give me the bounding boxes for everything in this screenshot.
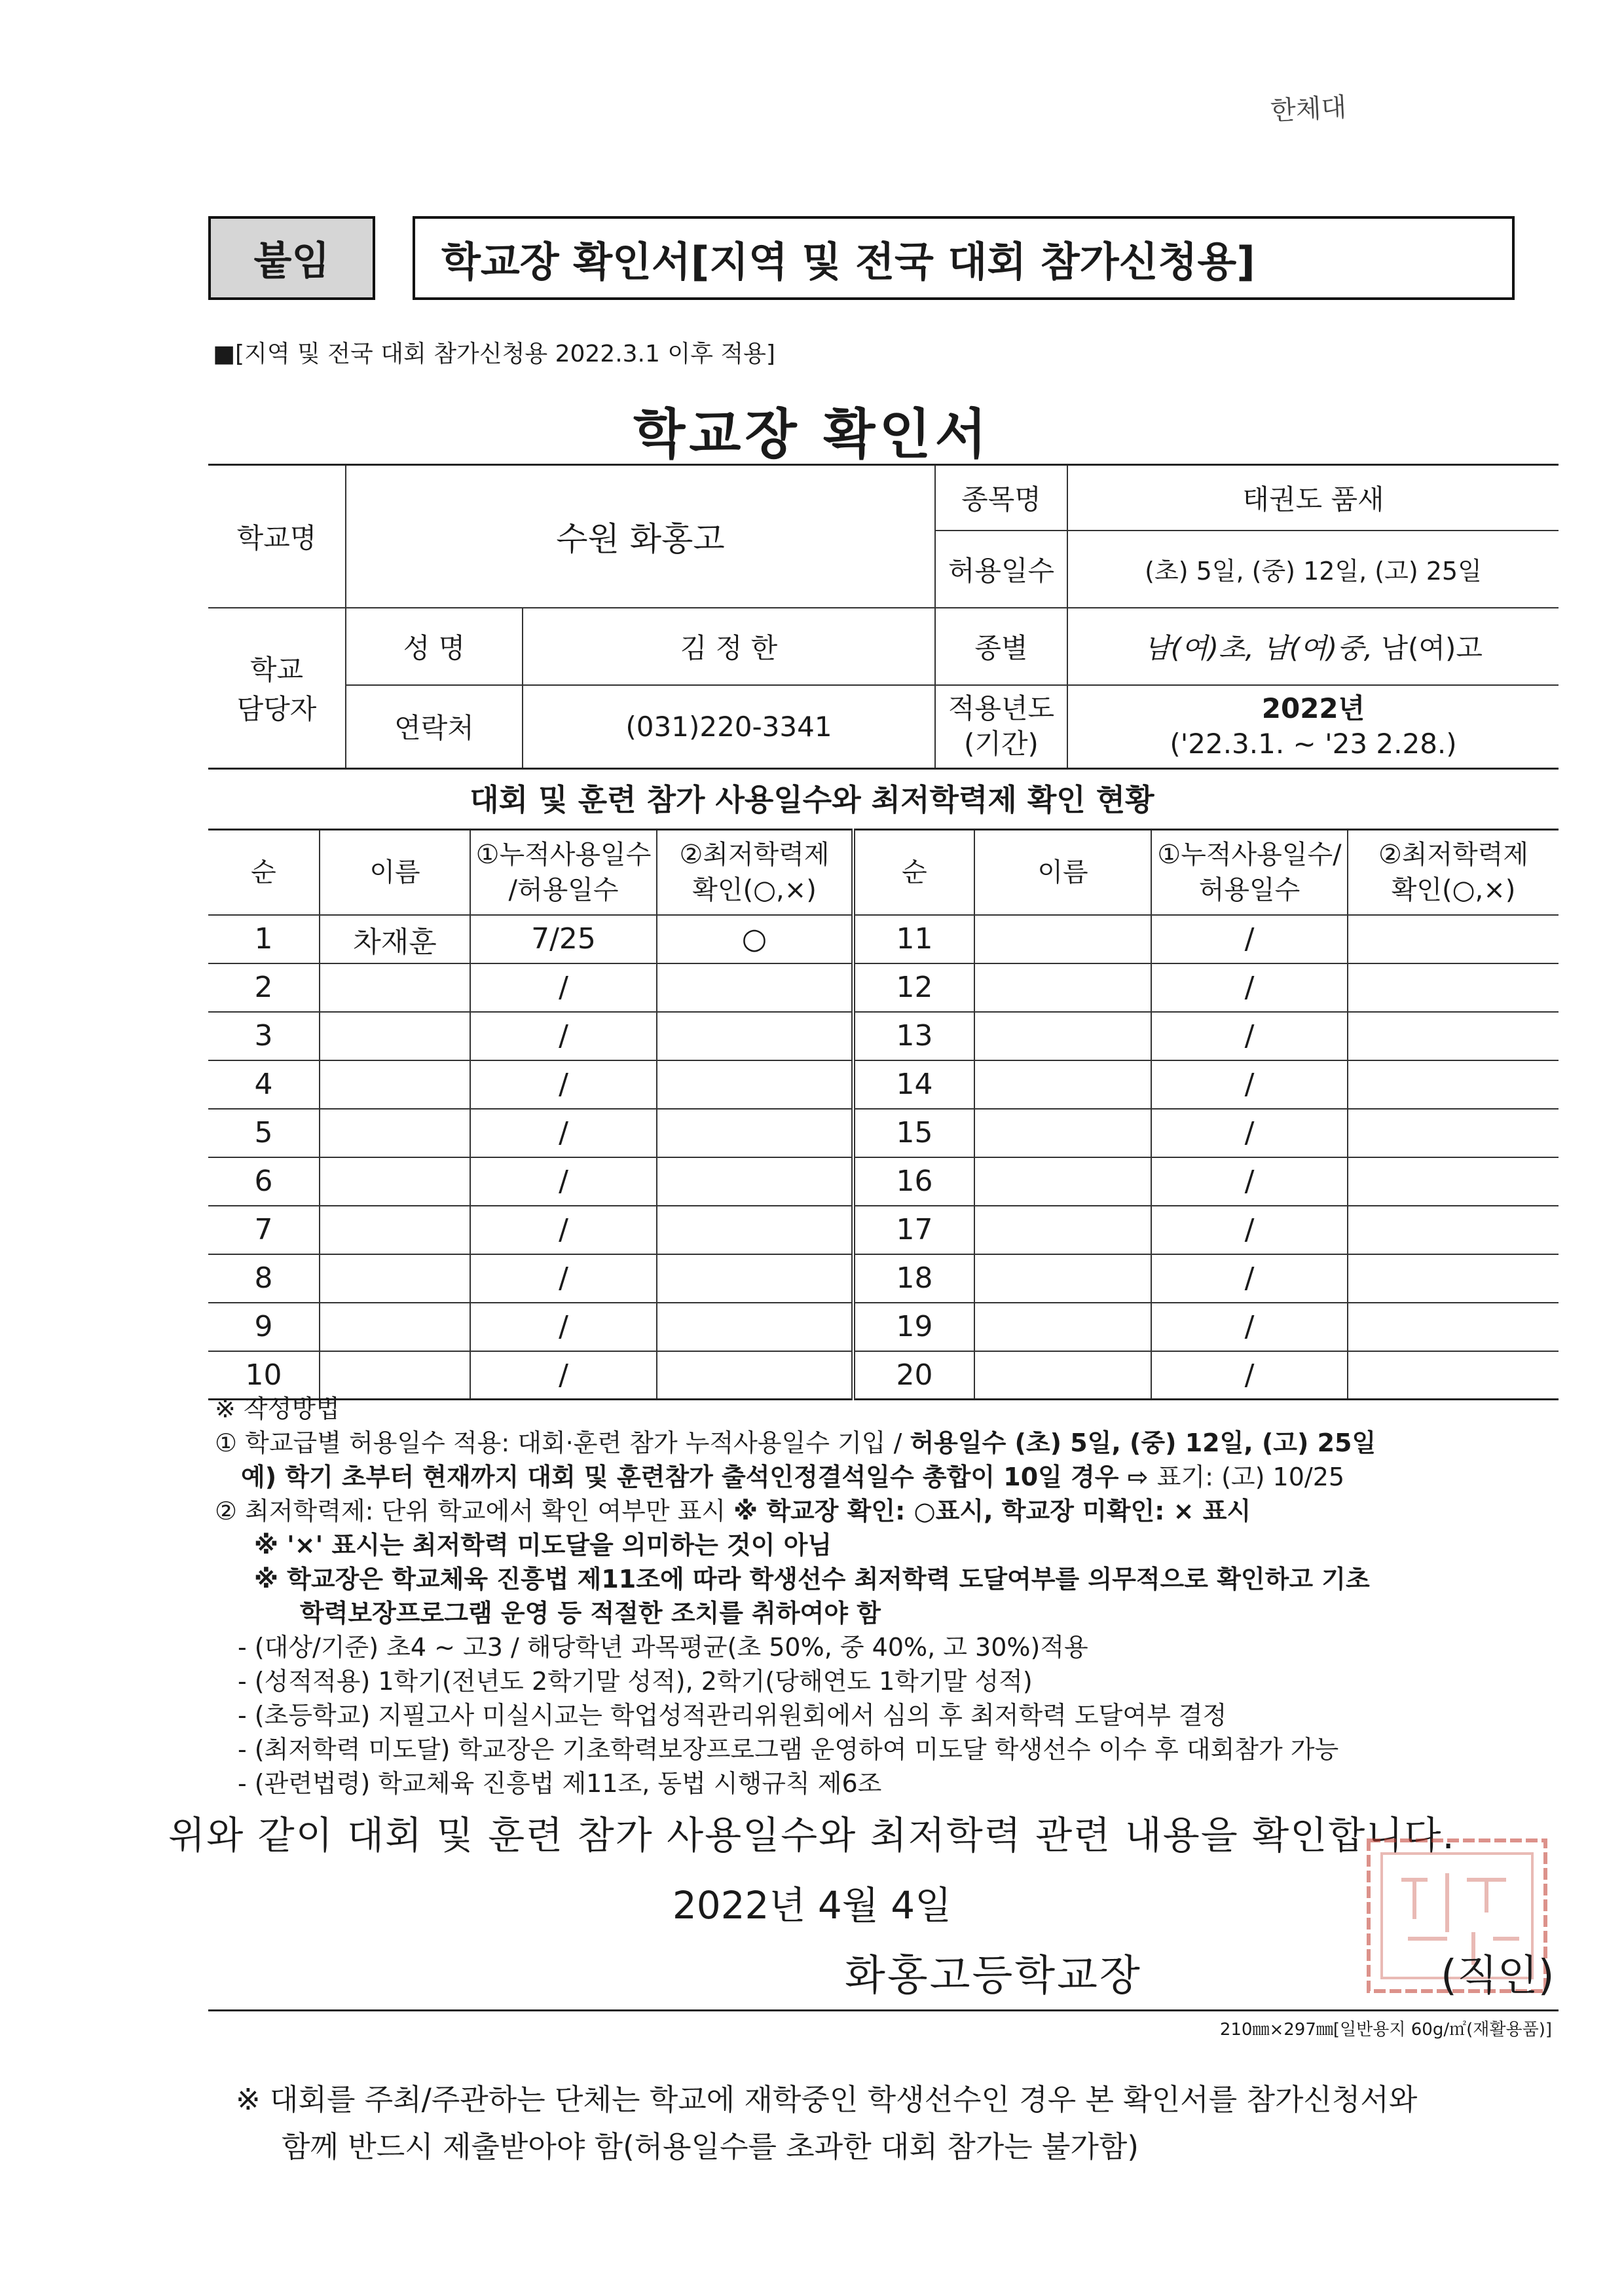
row-number-right: 14 [853,1060,974,1109]
attachment-tag: 붙임 [208,216,375,300]
header-title: 학교장 확인서[지역 및 전국 대회 참가신청용] [413,216,1515,300]
student-name-right [974,915,1151,963]
instruction-1-example [215,1460,1557,1494]
row-number: 8 [208,1254,320,1303]
row-number: 2 [208,963,320,1012]
student-name [320,1060,470,1109]
roster-table [208,829,1559,1400]
header-days [470,830,657,915]
academic-check [657,1060,853,1109]
row-number-right: 19 [853,1303,974,1351]
used-days: / [470,1157,657,1206]
student-name [320,1303,470,1351]
year-label-line1: 적용년도 [948,692,1055,724]
table-row [208,915,1559,963]
used-days: / [470,1254,657,1303]
header-days-right-line2: 허용일수 [1198,874,1301,905]
staff-label [208,608,346,769]
divider [208,2009,1559,2011]
used-days: / [470,1109,657,1157]
seal-label: (직인) [1441,1952,1555,2000]
gender-selected: 남(여)고 [1381,631,1483,664]
table-row [208,963,1559,1012]
header-days-line2: /허용일수 [508,874,619,905]
table-row [208,1206,1559,1254]
student-name-right [974,1303,1151,1351]
header-acad-line2: 확인(○,×) [692,874,817,905]
row-number: 9 [208,1303,320,1351]
row-number: 7 [208,1206,320,1254]
header-days-right-line1: ①누적사용일수/ [1157,839,1342,870]
used-days-right: / [1151,1012,1348,1060]
name-label: 성 명 [346,608,523,685]
header-days-line1: ①누적사용일수 [475,839,652,870]
academic-check [657,1157,853,1206]
academic-check-right [1348,1060,1559,1109]
instruction-2a: ② 최저학력제: 단위 학교에서 확인 여부만 표시 [215,1497,734,1525]
instruction-4b: 학력보장프로그램 운영 등 적절한 조치를 취하여야 함 [300,1599,881,1628]
event-value: 태권도 품새 [1067,465,1559,531]
student-name [320,1206,470,1254]
student-name-right [974,1012,1151,1060]
table-row [208,1012,1559,1060]
student-name [320,1109,470,1157]
academic-check [657,963,853,1012]
academic-check-right [1348,1109,1559,1157]
instruction-3: ※ '×' 표시는 최저학력 미도달을 의미하는 것이 아님 [254,1531,832,1559]
academic-check-right [1348,1157,1559,1206]
row-number-right: 15 [853,1109,974,1157]
row-number: 3 [208,1012,320,1060]
table-row [208,1303,1559,1351]
header-no: 순 [208,830,320,915]
instructions-heading: ※ 작성방법 [215,1394,340,1423]
instruction-1c: 예) 학기 초부터 현재까지 대회 및 훈련참가 출석인정결석일수 총합이 10일 경우 ⇨ [241,1463,1157,1491]
row-number: 5 [208,1109,320,1157]
used-days: / [470,963,657,1012]
academic-check-right [1348,1206,1559,1254]
year-value [1067,685,1559,769]
gender-value [1067,608,1559,685]
submission-note [236,2076,1545,2171]
year-value-line1: 2022년 [1261,692,1365,724]
issue-date: 2022년 4월 4일 [672,1883,952,1928]
student-name-right [974,1157,1151,1206]
academic-check [657,1206,853,1254]
header-acad-right-line1: ②최저학력제 [1378,839,1529,870]
paper-spec: 210㎜×297㎜[일반용지 60g/㎡(재활용품)] [1219,2020,1552,2040]
writing-instructions [215,1392,1557,1801]
instruction-2b: ※ 학교장 확인: ○표시, 학교장 미확인: × 표시 [733,1497,1251,1525]
table-row [208,1060,1559,1109]
contact-value: (031)220-3341 [523,685,935,769]
year-label-line2: (기간) [964,728,1039,760]
student-name [320,963,470,1012]
instruction-1 [215,1426,1557,1460]
academic-check [657,1254,853,1303]
academic-check [657,1303,853,1351]
header-acad-right [1348,830,1559,915]
used-days: 7/25 [470,915,657,963]
used-days: / [470,1303,657,1351]
academic-check [657,1012,853,1060]
header-acad-right-line2: 확인(○,×) [1391,874,1516,905]
used-days-right: / [1151,963,1348,1012]
instruction-1b: 허용일수 (초) 5일, (중) 12일, (고) 25일 [910,1428,1376,1457]
row-number-right: 18 [853,1254,974,1303]
row-number-right: 20 [853,1351,974,1400]
row-number-right: 12 [853,963,974,1012]
row-number-right: 16 [853,1157,974,1206]
detail-5: - (관련법령) 학교체육 진흥법 제11조, 동법 시행규칙 제6조 [238,1769,882,1798]
student-name [320,1012,470,1060]
used-days-right: / [1151,1254,1348,1303]
table-row [208,1109,1559,1157]
student-name-right [974,1109,1151,1157]
detail-1: - (대상/기준) 초4 ~ 고3 / 해당학년 과목평균(초 50%, 중 40%, 고 30%)적용 [238,1633,1088,1662]
name-value: 김 정 한 [523,608,935,685]
used-days-right: / [1151,1109,1348,1157]
table-row [208,1254,1559,1303]
academic-check [657,1109,853,1157]
detail-3: - (초등학교) 지필고사 미실시교는 학업성적관리위원회에서 심의 후 최저학력 도달여부 결정 [238,1701,1227,1730]
header-name-right: 이름 [974,830,1151,915]
staff-label-line1: 학교 [249,654,304,686]
year-label [935,685,1067,769]
roster-header-row [208,830,1559,915]
instruction-1a: ① 학교급별 허용일수 적용: 대회·훈련 참가 누적사용일수 기입 / [215,1428,910,1457]
row-number: 6 [208,1157,320,1206]
used-days-right: / [1151,1351,1348,1400]
allowed-days-value: (초) 5일, (중) 12일, (고) 25일 [1067,531,1559,608]
table-row [208,1157,1559,1206]
gender-options: 남(여)초, 남(여)중, [1144,631,1382,664]
event-label: 종목명 [935,465,1067,531]
detail-4: - (최저학력 미도달) 학교장은 기초학력보장프로그램 운영하여 미도달 학생선수 이수 후 대회참가 가능 [238,1735,1339,1764]
instruction-4a: ※ 학교장은 학교체육 진흥법 제11조에 따라 학생선수 최저학력 도달여부를 의무적으로 확인하고 기초 [254,1565,1370,1594]
student-name-right [974,1060,1151,1109]
student-name-right [974,963,1151,1012]
gender-label: 종별 [935,608,1067,685]
detail-2: - (성적적용) 1학기(전년도 2학기말 성적), 2학기(당해연도 1학기말 성적) [238,1667,1033,1696]
allowed-days-label: 허용일수 [935,531,1067,608]
used-days: / [470,1060,657,1109]
school-info-table [208,464,1559,770]
used-days: / [470,1351,657,1400]
document-title: 학교장 확인서 [633,403,991,466]
school-label: 학교명 [208,465,346,608]
student-name [320,1254,470,1303]
header-acad-line1: ②최저학력제 [679,839,830,870]
year-value-line2: ('22.3.1. ~ '23 2.28.) [1170,728,1457,760]
academic-check-right [1348,1254,1559,1303]
used-days-right: / [1151,1303,1348,1351]
academic-check: ○ [657,915,853,963]
contact-label: 연락처 [346,685,523,769]
row-number-right: 13 [853,1012,974,1060]
row-number: 10 [208,1351,320,1400]
section-title: 대회 및 훈련 참가 사용일수와 최저학력제 확인 현황 [470,782,1154,817]
handwritten-note: 한체대 [1270,92,1348,126]
header-days-right [1151,830,1348,915]
student-name [320,1157,470,1206]
row-number-right: 17 [853,1206,974,1254]
header-acad [657,830,853,915]
used-days: / [470,1012,657,1060]
used-days: / [470,1206,657,1254]
student-name-right [974,1206,1151,1254]
academic-check-right [1348,1303,1559,1351]
applicability-note: ■[지역 및 전국 대회 참가신청용 2022.3.1 이후 적용] [213,341,775,367]
submission-note-line1: ※ 대회를 주최/주관하는 단체는 학교에 재학중인 학생선수인 경우 본 확인서를 참가신청서와 [236,2082,1418,2117]
row-number: 1 [208,915,320,963]
principal-signature: 화홍고등학교장 [845,1952,1142,2000]
used-days-right: / [1151,1206,1348,1254]
academic-check-right [1348,915,1559,963]
used-days-right: / [1151,1060,1348,1109]
row-number-right: 11 [853,915,974,963]
header-name: 이름 [320,830,470,915]
student-name: 차재훈 [320,915,470,963]
academic-check-right [1348,1012,1559,1060]
confirmation-statement: 위와 같이 대회 및 훈련 참가 사용일수와 최저학력 관련 내용을 확인합니다. [168,1813,1456,1857]
row-number: 4 [208,1060,320,1109]
header-no-right: 순 [853,830,974,915]
submission-note-line2: 함께 반드시 제출받아야 함(허용일수를 초과한 대회 참가는 불가함) [282,2129,1139,2164]
student-name-right [974,1254,1151,1303]
academic-check-right [1348,963,1559,1012]
instruction-2 [215,1494,1557,1528]
used-days-right: / [1151,1157,1348,1206]
school-value: 수원 화홍고 [346,465,935,608]
used-days-right: / [1151,915,1348,963]
staff-label-line2: 담당자 [236,693,317,726]
instruction-1d: 표기: (고) 10/25 [1156,1463,1345,1491]
